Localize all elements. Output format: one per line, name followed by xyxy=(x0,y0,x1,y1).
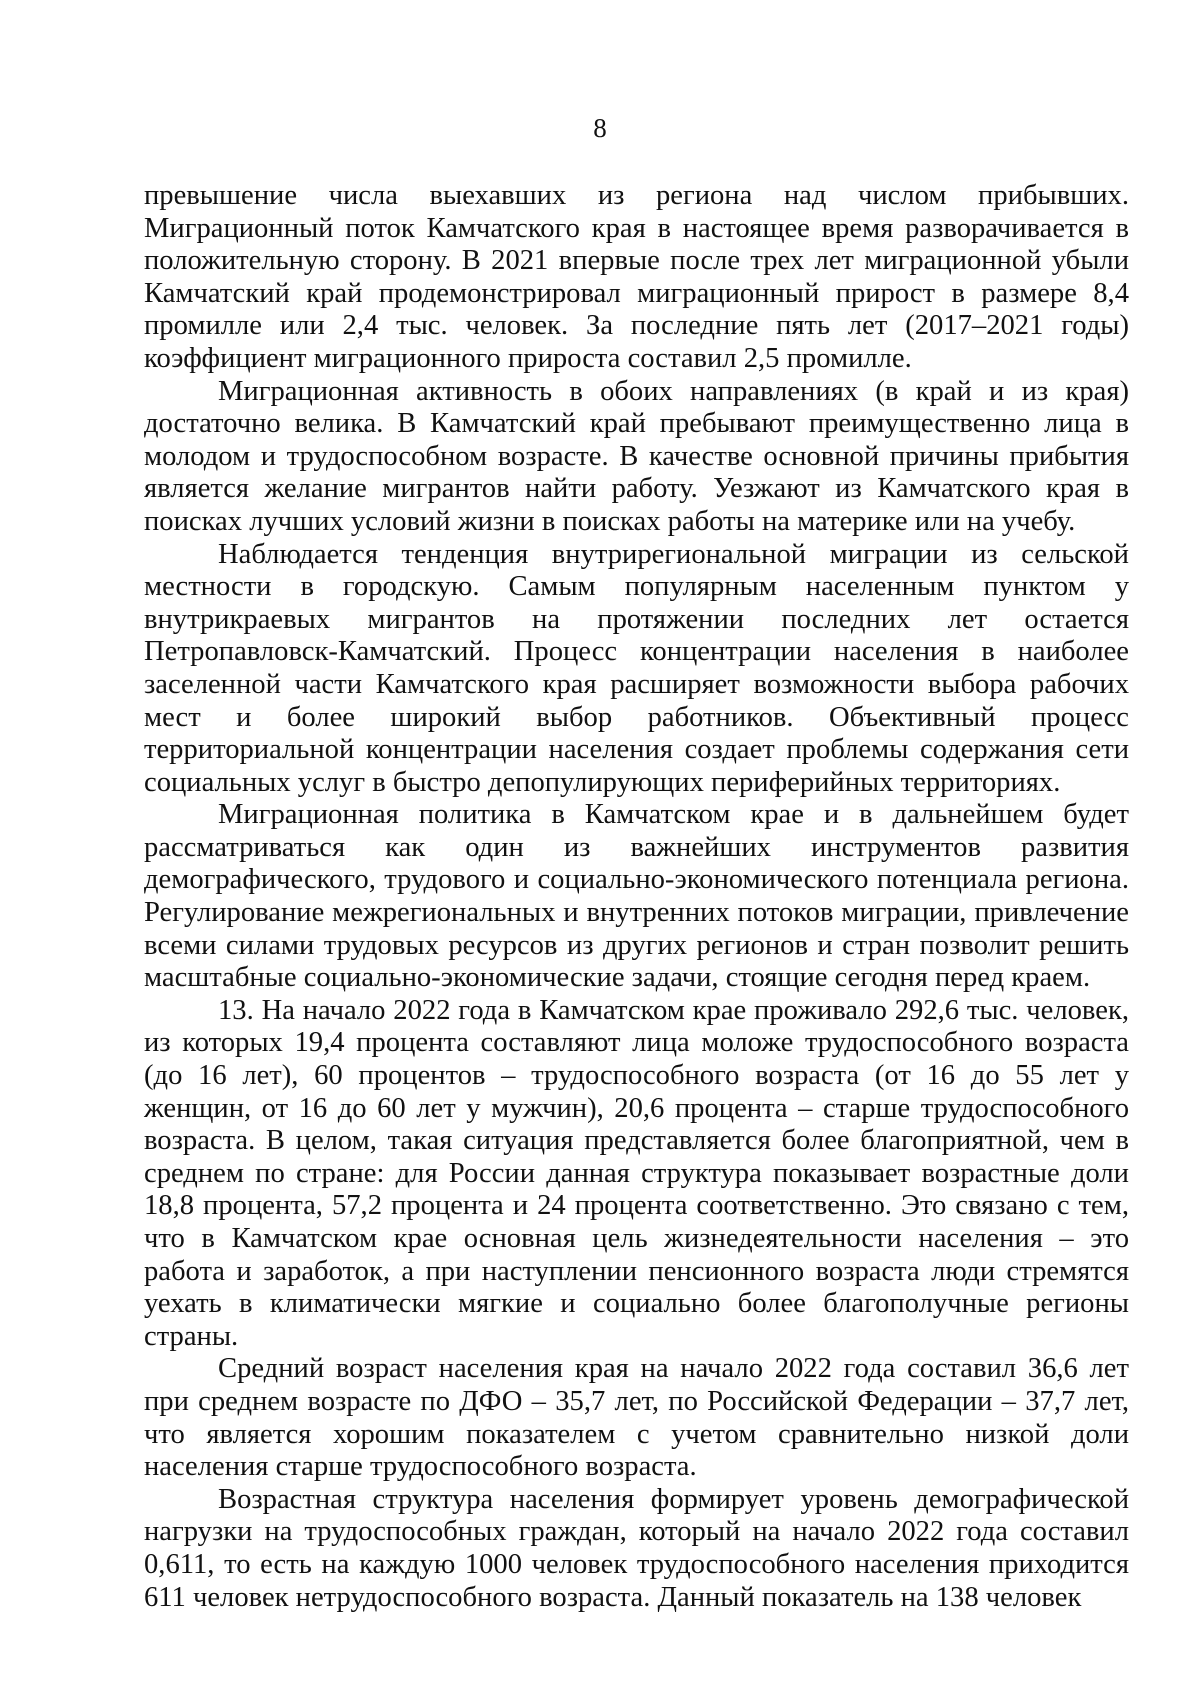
body-text xyxy=(144,180,1129,1614)
paragraph-migration-activity: Миграционная активность в обоих направлениях (в край и из края) достаточно велика. В Камчатский край пребывают преимущественно лица в молодом и трудоспособном возрасте. В качестве основной причины прибытия является желание мигрантов найти работу. Уезжают из Камчатского края в поисках лучших условий жизни в поисках работы на материке или на учебу. xyxy=(144,375,1129,537)
paragraph-population-structure: 13. На начало 2022 года в Камчатском крае проживало 292,6 тыс. человек, из которых 19,4 процента составляют лица моложе трудоспособного возраста (до 16 лет), 60 процентов – трудоспособного возраста (от 16 до 55 лет у женщин, от 16 до 60 лет у мужчин), 20,6 процента – старше трудоспособного возраста. В целом, такая ситуация представляется более благоприятной, чем в среднем по стране: для России данная структура показывает возрастные доли 18,8 процента, 57,2 процента и 24 процента соответственно. Это связано с тем, что в Камчатском крае основная цель жизнедеятельности населения – это работа и заработок, а при наступлении пенсионного возраста люди стремятся уехать в климатически мягкие и социально более благополучные регионы страны. xyxy=(144,994,1129,1352)
paragraph-migration-policy: Миграционная политика в Камчатском крае и в дальнейшем будет рассматриваться как один из важнейших инструментов развития демографического, трудового и социально-экономического потенциала региона. Регулирование межрегиональных и внутренних потоков миграции, привлечение всеми силами трудовых ресурсов из других регионов и стран позволит решить масштабные социально-экономические задачи, стоящие сегодня перед краем. xyxy=(144,799,1129,994)
paragraph-demographic-load: Возрастная структура населения формирует уровень демографической нагрузки на трудоспособных граждан, который на начало 2022 года составил 0,611, то есть на каждую 1000 человек трудоспособного населения приходится 611 человек нетрудоспособного возраста. Данный показатель на 138 человек xyxy=(144,1483,1129,1613)
paragraph-intraregional-migration: Наблюдается тенденция внутрирегиональной миграции из сельской местности в городскую. Самым популярным населенным пунктом у внутрикраевых мигрантов на протяжении последних лет остается Петропавловск-Камчатский. Процесс концентрации населения в наиболее заселенной части Камчатского края расширяет возможности выбора рабочих мест и более широкий выбор работников. Объективный процесс территориальной концентрации населения создает проблемы содержания сети социальных услуг в быстро депопулирующих периферийных территориях. xyxy=(144,538,1129,798)
page-number: 8 xyxy=(593,113,607,143)
paragraph-average-age: Средний возраст населения края на начало 2022 года составил 36,6 лет при среднем возрасте по ДФО – 35,7 лет, по Российской Федерации – 37,7 лет, что является хорошим показателем с учетом сравнительно низкой доли населения старше трудоспособного возраста. xyxy=(144,1353,1129,1483)
paragraph-migration-flow: превышение числа выехавших из региона над числом прибывших. Миграционный поток Камчатского края в настоящее время разворачивается в положительную сторону. В 2021 впервые после трех лет миграционной убыли Камчатский край продемонстрировал миграционный прирост в размере 8,4 промилле или 2,4 тыс. человек. За последние пять лет (2017–2021 годы) коэффициент миграционного прироста составил 2,5 промилле. xyxy=(144,180,1129,374)
